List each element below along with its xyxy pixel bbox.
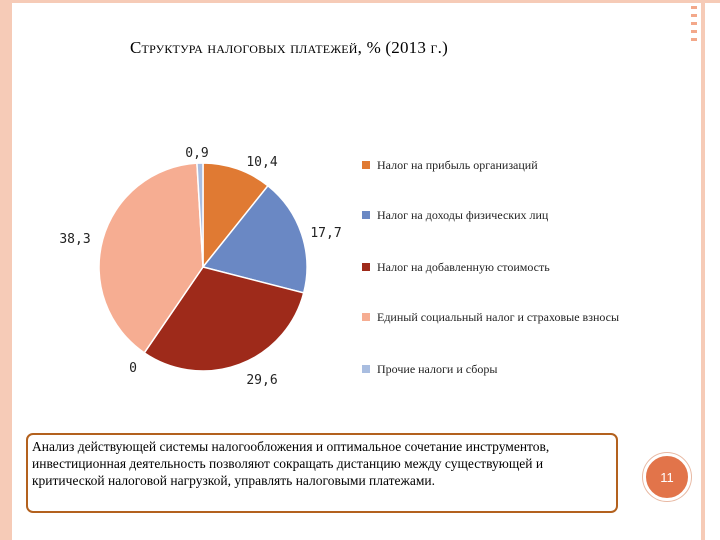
data-label: 38,3: [59, 232, 91, 247]
page-number: 11: [660, 469, 674, 485]
legend-swatch: [362, 161, 370, 169]
body-text-box: [26, 433, 618, 513]
legend-label: Налог на доходы физических лиц: [377, 208, 549, 222]
legend-label: Единый социальный налог и страховые взносы: [377, 310, 620, 324]
legend-swatch: [362, 313, 370, 321]
legend-swatch: [362, 263, 370, 271]
body-text: Анализ действующей системы налогообложения и оптимальное сочетание инструментов, инвестиционная деятельность позволяют сокращать дистанцию между существующей и критической налоговой нагрузкой, управлять налоговыми платежами.: [32, 439, 550, 488]
legend-label: Прочие налоги и сборы: [377, 362, 498, 376]
zero-label: 0: [129, 361, 137, 376]
data-label: 10,4: [246, 155, 278, 170]
legend-label: Налог на добавленную стоимость: [377, 260, 550, 274]
page-number-badge: [643, 453, 691, 501]
data-label: 0,9: [185, 146, 209, 161]
legend-swatch: [362, 211, 370, 219]
chart-title: Структура налоговых платежей, % (2013 г.): [130, 38, 448, 57]
legend-label: Налог на прибыль организаций: [377, 158, 538, 172]
data-label: 29,6: [246, 373, 278, 388]
data-label: 17,7: [310, 226, 342, 241]
legend-swatch: [362, 365, 370, 373]
